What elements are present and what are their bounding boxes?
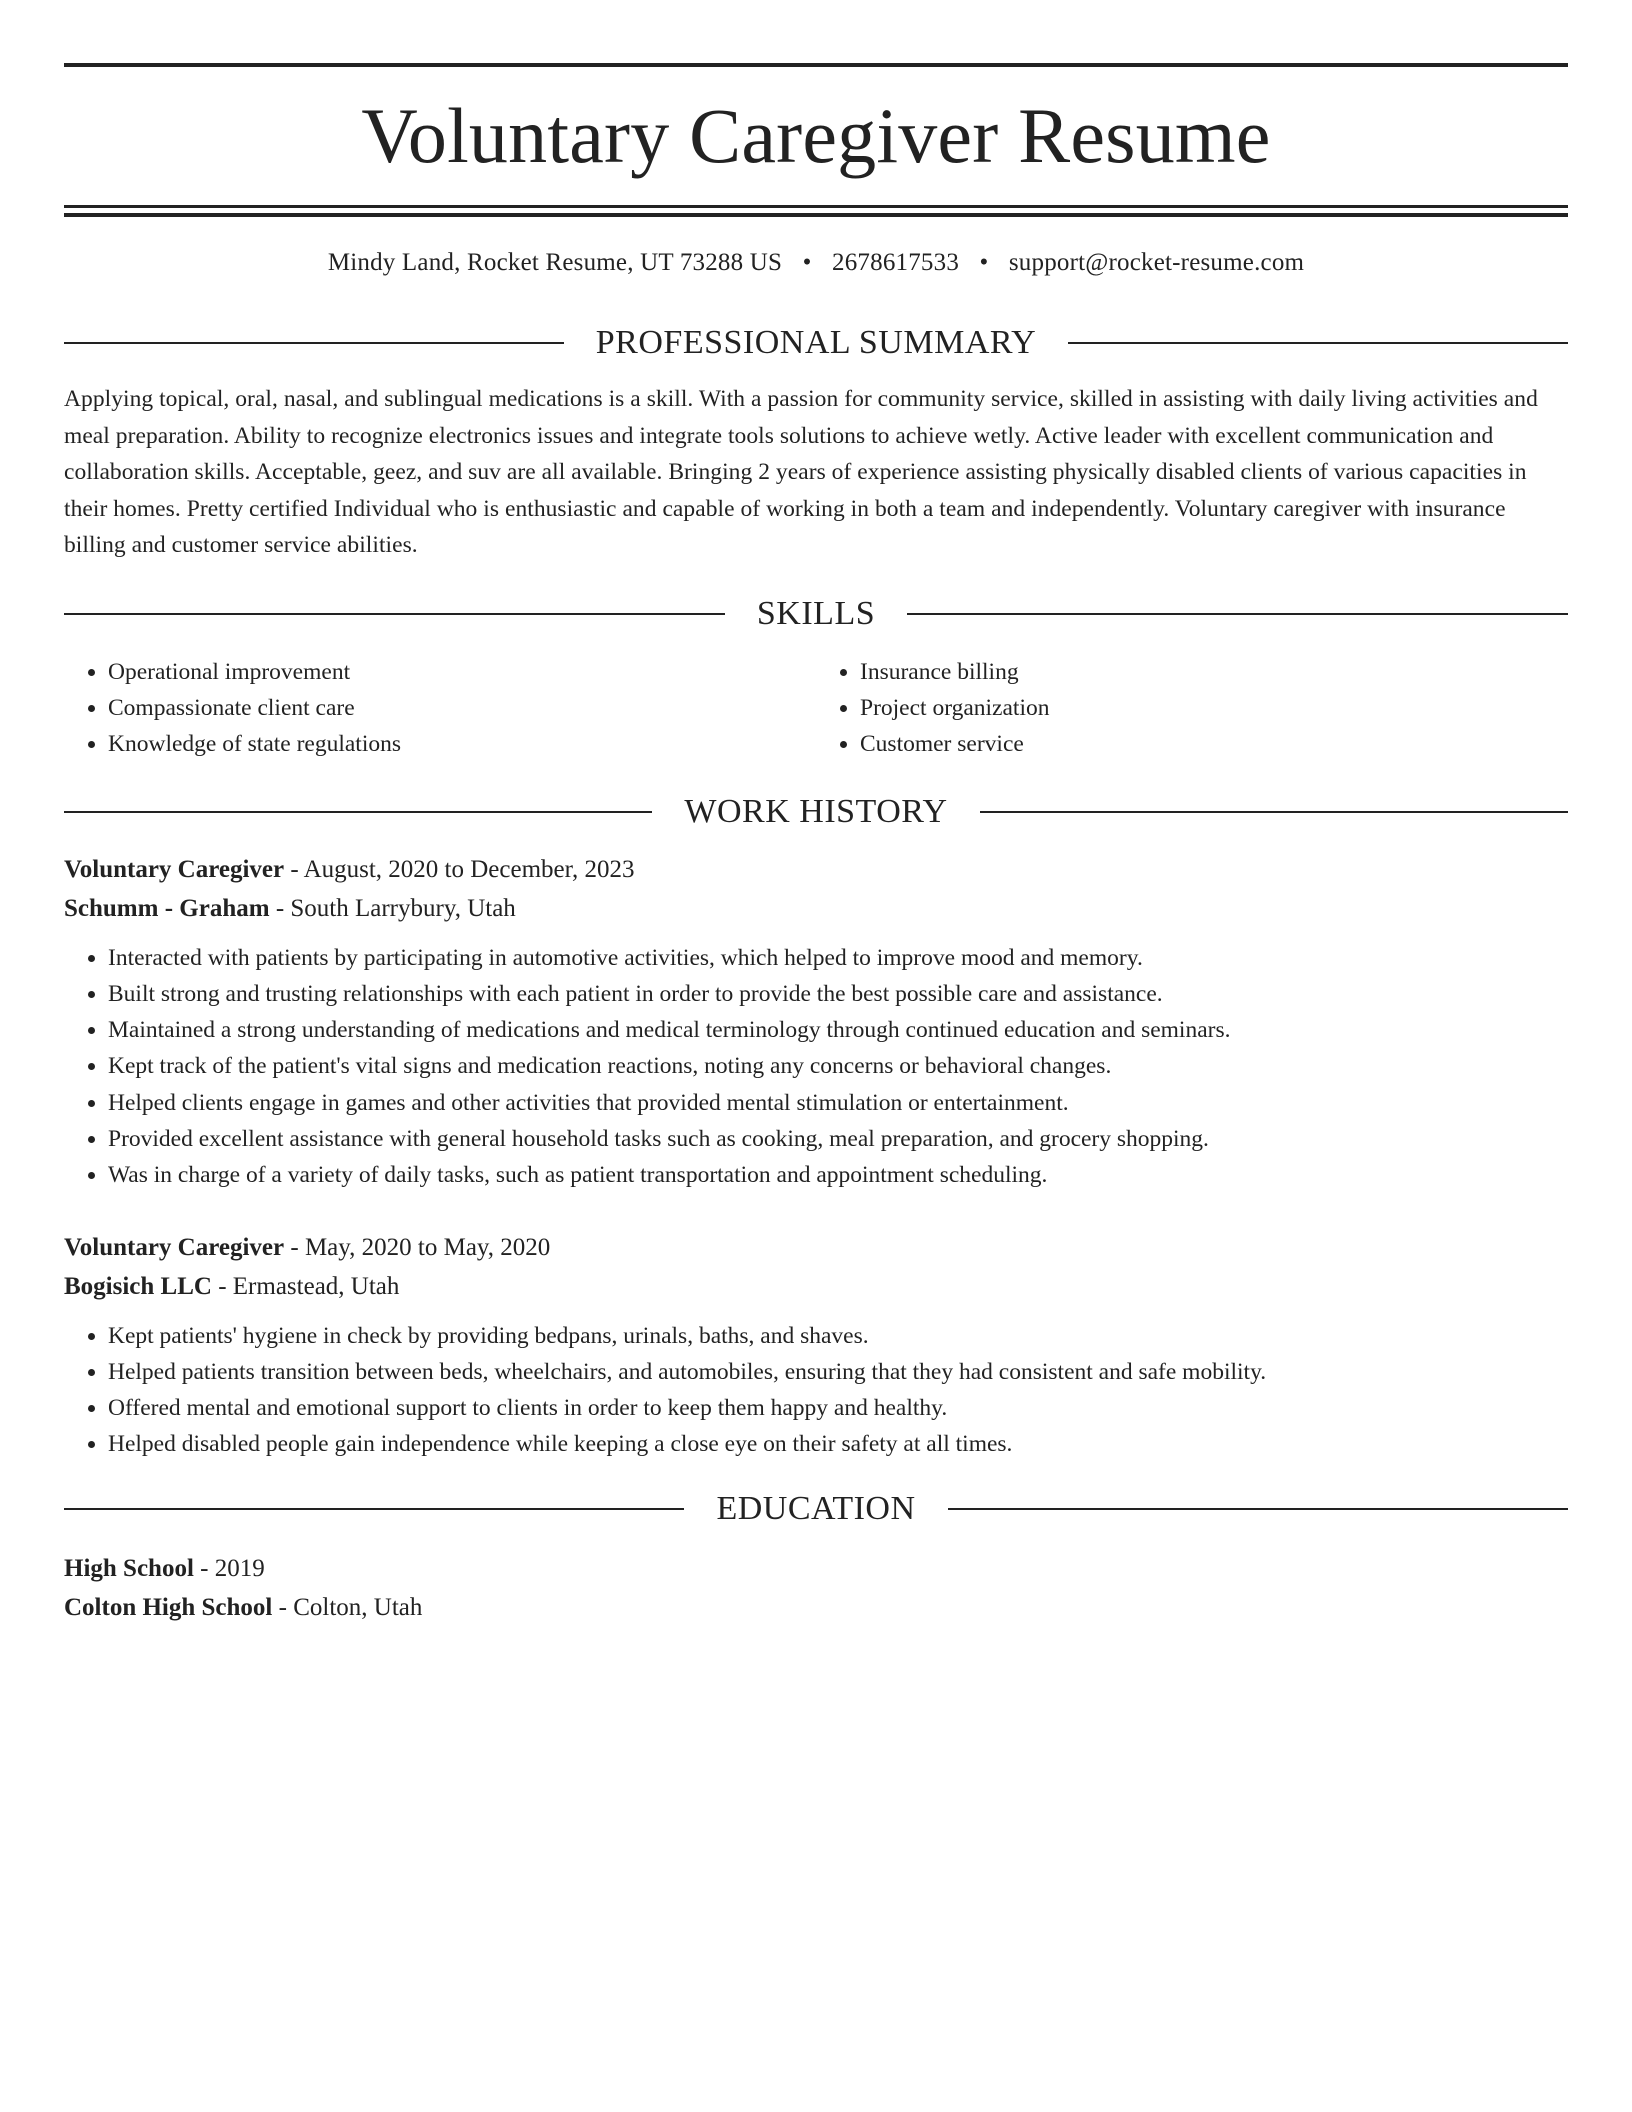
heading-rule-right	[1068, 342, 1568, 344]
work-heading-row	[64, 792, 1568, 832]
job-company: Bogisich LLC	[64, 1272, 212, 1300]
title-double-rule	[64, 205, 1568, 217]
job-bullets	[64, 1318, 1568, 1463]
skill-item: • Knowledge of state regulations	[108, 726, 816, 762]
heading-rule-right	[948, 1508, 1568, 1510]
job-dates: - August, 2020 to December, 2023	[284, 855, 635, 883]
summary-heading-row	[64, 323, 1568, 363]
skills-column-right	[816, 654, 1568, 762]
job-company-line	[64, 1267, 1568, 1306]
contact-phone: 2678617533	[832, 249, 960, 276]
education-heading: EDUCATION	[716, 1489, 916, 1527]
top-rule	[64, 63, 1568, 67]
job-bullet: • Provided excellent assistance with general household tasks such as cooking, meal preparation, and grocery shopping.	[108, 1121, 1568, 1157]
heading-rule-left	[64, 613, 725, 615]
contact-separator: •	[979, 249, 989, 276]
contact-email: support@rocket-resume.com	[1008, 249, 1305, 276]
contact-address: Mindy Land, Rocket Resume, UT 73288 US	[327, 249, 783, 276]
skill-item: • Insurance billing	[860, 654, 1568, 690]
skill-item: • Customer service	[860, 726, 1568, 762]
contact-line	[64, 249, 1568, 289]
heading-rule-left	[64, 342, 564, 344]
skill-item: • Project organization	[860, 690, 1568, 726]
heading-rule-right	[980, 811, 1568, 813]
education-school: Colton High School	[64, 1593, 273, 1621]
summary-text: Applying topical, oral, nasal, and sublingual medications is a skill. With a passion for community service, skilled in assisting with daily living activities and meal preparation. Ability to recognize electronics issues and integrate tools solutions to achieve wetly. Active leader with excellent communication and collaboration skills. Acceptable, geez, and suv are all available. Bringing 2 years of experience assisting physically disabled clients of various capacities in their homes. Pretty certified Individual who is enthusiastic and capable of working in both a team and independently. Voluntary caregiver with insurance billing and customer service abilities.	[64, 386, 1538, 558]
job-bullet: • Offered mental and emotional support to clients in order to keep them happy and healthy.	[108, 1390, 1568, 1426]
job-bullet: • Maintained a strong understanding of medications and medical terminology through continued education and seminars.	[108, 1012, 1568, 1048]
job-bullet: • Interacted with patients by participating in automotive activities, which helped to improve mood and memory.	[108, 940, 1568, 976]
job-dates: - May, 2020 to May, 2020	[284, 1233, 551, 1261]
job-company: Schumm - Graham	[64, 894, 270, 922]
education-year: - 2019	[193, 1554, 265, 1582]
job-entry	[64, 850, 1568, 1194]
job-bullet: • Helped patients transition between beds, wheelchairs, and automobiles, ensuring that they had consistent and safe mobility.	[108, 1354, 1568, 1390]
job-title-line	[64, 1228, 1568, 1267]
work-heading: WORK HISTORY	[684, 792, 948, 830]
skills-heading-row	[64, 594, 1568, 634]
resume-title: Voluntary Caregiver Resume	[361, 92, 1271, 179]
job-bullet: • Was in charge of a variety of daily tasks, such as patient transportation and appointment scheduling.	[108, 1157, 1568, 1193]
education-heading-row	[64, 1489, 1568, 1529]
job-location: - Ermastead, Utah	[211, 1272, 400, 1300]
job-bullet: • Kept track of the patient's vital signs and medication reactions, noting any concerns or behavioral changes.	[108, 1048, 1568, 1084]
job-bullet: • Kept patients' hygiene in check by providing bedpans, urinals, baths, and shaves.	[108, 1318, 1568, 1354]
skills-heading: SKILLS	[756, 594, 876, 632]
job-title-line	[64, 850, 1568, 889]
job-bullets	[64, 940, 1568, 1194]
job-title: Voluntary Caregiver	[64, 1233, 285, 1261]
contact-separator: •	[802, 249, 812, 276]
job-title: Voluntary Caregiver	[64, 855, 285, 883]
job-location: - South Larrybury, Utah	[269, 894, 516, 922]
education-degree: High School	[64, 1554, 194, 1582]
skill-item: • Operational improvement	[108, 654, 816, 690]
education-entry	[64, 1549, 1568, 1627]
job-entry	[64, 1228, 1568, 1463]
education-location: - Colton, Utah	[272, 1593, 423, 1621]
skills-list	[64, 654, 1568, 762]
education-school-line	[64, 1588, 1568, 1627]
skills-column-left	[64, 654, 816, 762]
skill-item: • Compassionate client care	[108, 690, 816, 726]
heading-rule-left	[64, 811, 652, 813]
job-bullet: • Built strong and trusting relationships with each patient in order to provide the best possible care and assistance.	[108, 976, 1568, 1012]
heading-rule-right	[907, 613, 1568, 615]
job-bullet: • Helped clients engage in games and other activities that provided mental stimulation or entertainment.	[108, 1085, 1568, 1121]
job-company-line	[64, 889, 1568, 928]
education-degree-line	[64, 1549, 1568, 1588]
heading-rule-left	[64, 1508, 684, 1510]
job-bullet: • Helped disabled people gain independence while keeping a close eye on their safety at all times.	[108, 1426, 1568, 1462]
summary-heading: PROFESSIONAL SUMMARY	[595, 324, 1037, 361]
